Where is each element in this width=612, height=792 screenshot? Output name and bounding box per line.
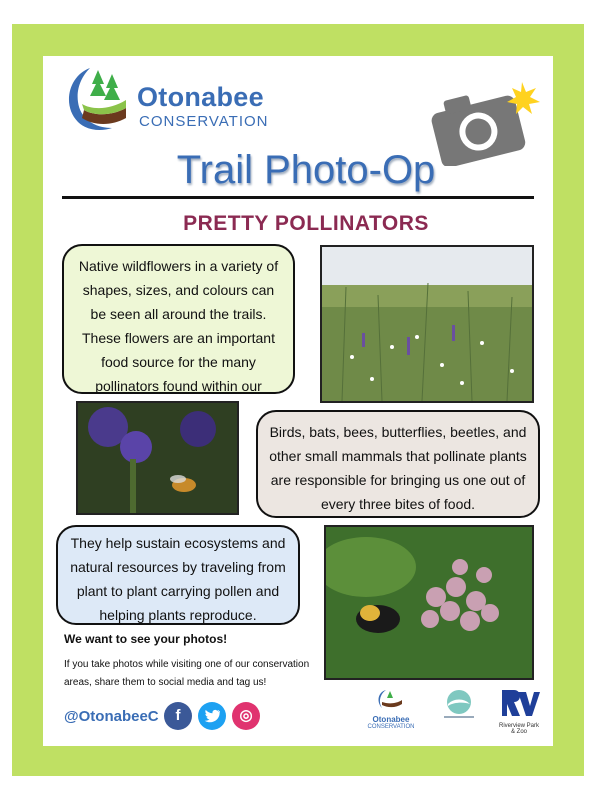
social-handle[interactable]: @OtonabeeC — [64, 708, 159, 725]
otonabee-logo-icon — [60, 62, 130, 134]
otonabee-small-logo-icon — [366, 688, 416, 710]
partner-otonabee-logo — [366, 688, 416, 730]
brand-name: Otonabee — [137, 82, 264, 112]
info-box-wildflowers: Native wildflowers in a variety of shapes, sizes, and colours can be seen all around the trails. These flowers are an important food source for the many pollinators found within our — [62, 244, 295, 394]
title-divider — [62, 196, 534, 199]
bumblebee-milkweed-photo — [324, 525, 534, 680]
section-subtitle: PRETTY POLLINATORS — [183, 212, 429, 235]
bee-flower-photo — [76, 401, 239, 515]
facebook-icon[interactable]: f — [164, 702, 192, 730]
cta-body: If you take photos while visiting one of our conservation areas, share them to social media and tag us! — [64, 659, 310, 688]
partner-otonabee-name: Otonabee — [372, 715, 410, 724]
brand-subname: CONSERVATION — [139, 113, 269, 130]
meadow-photo — [320, 245, 534, 403]
partner-wave-logo — [436, 688, 482, 727]
page-title: Trail Photo-Op — [176, 148, 436, 192]
partner-otonabee-sub: CONSERVATION — [367, 724, 415, 730]
twitter-icon[interactable] — [198, 702, 226, 730]
riverview-logo-icon — [498, 688, 540, 718]
cta-title: We want to see your photos! — [64, 632, 228, 646]
info-box-pollinators: Birds, bats, bees, butterflies, beetles, and other small mammals that pollinate plants are responsible for bringing us one out of every three bites of food. — [256, 410, 540, 518]
partner-riverview-name: Riverview Park & Zoo — [498, 723, 539, 735]
info-box-ecosystems: They help sustain ecosystems and natural resources by traveling from plant to plant carrying pollen and helping plants reproduce. — [56, 525, 300, 625]
partner-riverview-logo — [498, 688, 540, 735]
wave-logo-icon — [436, 688, 482, 722]
instagram-icon[interactable]: ◎ — [232, 702, 260, 730]
